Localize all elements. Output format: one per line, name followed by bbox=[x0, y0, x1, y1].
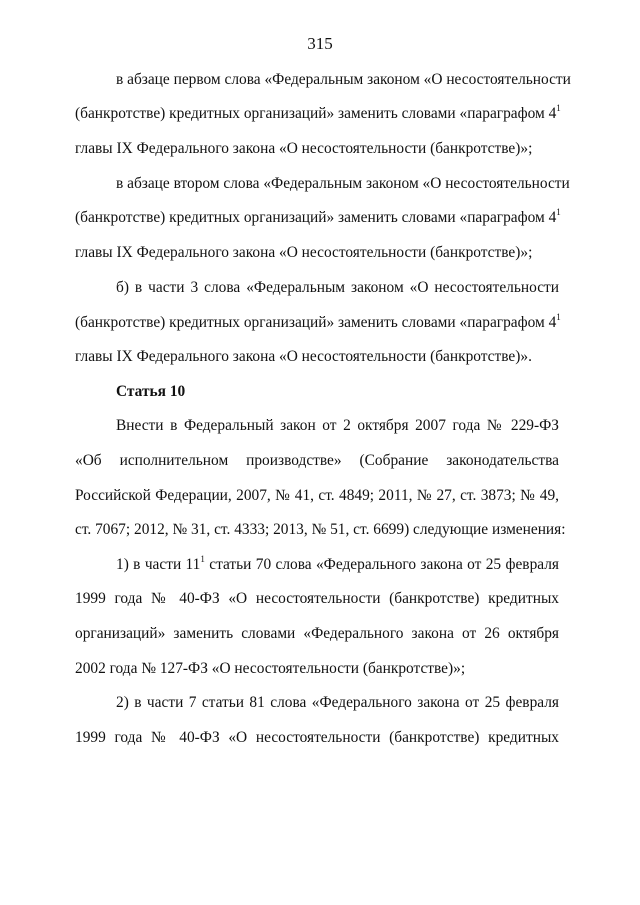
paragraph-line bbox=[75, 313, 559, 333]
list-item-line: 2002 года № 127-ФЗ «О несостоятельности (банкротстве)»; bbox=[75, 660, 466, 677]
paragraph-line bbox=[75, 208, 559, 228]
paragraph-line: главы IX Федерального закона «О несостоятельности (банкротстве)»; bbox=[75, 140, 533, 157]
list-item-text: статьи 70 слова «Федерального закона от 25 февраля bbox=[204, 556, 559, 573]
page-number: 315 bbox=[307, 34, 333, 53]
list-item-line: 1999 года № 40-ФЗ «О несостоятельности (банкротстве) кредитных bbox=[75, 590, 559, 607]
list-item-line bbox=[116, 555, 559, 575]
paragraph-line: главы IX Федерального закона «О несостоятельности (банкротстве)». bbox=[75, 348, 532, 365]
list-item-text: 1) в части 11 bbox=[116, 556, 201, 573]
superscript: 1 bbox=[556, 207, 561, 217]
paragraph-line: Российской Федерации, 2007, № 41, ст. 4849; 2011, № 27, ст. 3873; № 49, bbox=[75, 487, 559, 504]
paragraph-line: в абзаце втором слова «Федеральным законом «О несостоятельности bbox=[116, 175, 570, 192]
paragraph-line: б) в части 3 слова «Федеральным законом «О несостоятельности bbox=[116, 279, 559, 296]
article-heading: Статья 10 bbox=[116, 383, 186, 400]
paragraph-text: (банкротстве) кредитных организаций» заменить словами «параграфом 4 bbox=[75, 209, 557, 226]
list-item-line: 2) в части 7 статьи 81 слова «Федерального закона от 25 февраля bbox=[116, 694, 559, 711]
paragraph-text: (банкротстве) кредитных организаций» заменить словами «параграфом 4 bbox=[75, 105, 557, 122]
paragraph-line: «Об исполнительном производстве» (Собрание законодательства bbox=[75, 452, 559, 469]
list-item-line: организаций» заменить словами «Федерального закона от 26 октября bbox=[75, 625, 559, 642]
superscript: 1 bbox=[556, 312, 561, 322]
paragraph-line: ст. 7067; 2012, № 31, ст. 4333; 2013, № 51, ст. 6699) следующие изменения: bbox=[75, 521, 566, 538]
paragraph-line: главы IX Федерального закона «О несостоятельности (банкротстве)»; bbox=[75, 244, 533, 261]
paragraph-text: (банкротстве) кредитных организаций» заменить словами «параграфом 4 bbox=[75, 314, 557, 331]
superscript: 1 bbox=[200, 554, 205, 564]
superscript: 1 bbox=[556, 103, 561, 113]
paragraph-line: в абзаце первом слова «Федеральным законом «О несостоятельности bbox=[116, 71, 571, 88]
paragraph-line: Внести в Федеральный закон от 2 октября 2007 года № 229-ФЗ bbox=[116, 417, 559, 434]
paragraph-line bbox=[75, 104, 559, 124]
list-item-line: 1999 года № 40-ФЗ «О несостоятельности (банкротстве) кредитных bbox=[75, 729, 559, 746]
